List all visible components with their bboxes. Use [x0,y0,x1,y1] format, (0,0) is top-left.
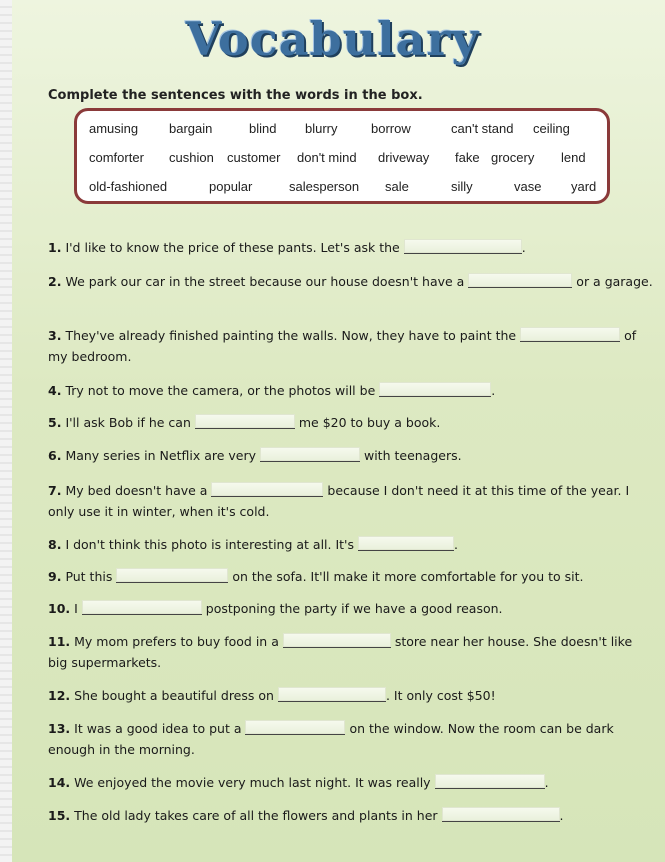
question-text-end: . [521,240,526,255]
question-text-end: . It only cost $50! [385,688,496,703]
question-text: I'll ask Bob if he can [65,415,191,430]
question-number: 3. [48,328,62,343]
question-text-end: on the sofa. It'll make it more comfortable for you to sit. [232,569,584,584]
answer-blank-2[interactable] [468,273,572,288]
question-text: Put this [65,569,113,584]
word-box [74,108,610,204]
question-text-end: store near her house. She doesn't like big supermarkets. [48,634,633,670]
word-borrow: borrow [371,121,411,136]
word-sale: sale [385,179,409,194]
question-10 [48,598,653,619]
question-number: 13. [48,721,71,736]
question-number: 6. [48,448,62,463]
question-text-end: postponing the party if we have a good reason. [205,601,503,616]
question-number: 5. [48,415,62,430]
question-1 [48,237,653,258]
word-popular: popular [209,179,253,194]
question-text: It was a good idea to put a [74,721,242,736]
answer-blank-6[interactable] [260,447,360,462]
question-8 [48,534,653,555]
question-text: I'd like to know the price of these pants. Let's ask the [65,240,400,255]
question-6 [48,445,653,466]
word-vase: vase [514,179,542,194]
question-13 [48,718,653,760]
word-lend: lend [561,150,586,165]
question-text: Many series in Netflix are very [65,448,257,463]
question-15 [48,805,653,826]
question-text-end: . [544,775,549,790]
word-grocery: grocery [491,150,535,165]
question-2 [48,271,653,292]
word-blurry: blurry [305,121,338,136]
question-12 [48,685,653,706]
word-bargain: bargain [169,121,213,136]
question-text-end: on the window. Now the room can be dark enough in the morning. [48,721,614,757]
question-number: 9. [48,569,62,584]
question-5 [48,412,653,433]
question-9 [48,566,653,587]
question-number: 15. [48,808,71,823]
question-text-end: with teenagers. [363,448,462,463]
word-cant-stand: can't stand [451,121,514,136]
answer-blank-5[interactable] [195,414,295,429]
answer-blank-12[interactable] [278,687,386,702]
answer-blank-13[interactable] [245,720,345,735]
word-silly: silly [451,179,473,194]
word-ceiling: ceiling [533,121,570,136]
question-text: Try not to move the camera, or the photos will be [65,383,376,398]
answer-blank-4[interactable] [379,382,491,397]
word-blind: blind [249,121,277,136]
word-comforter: comforter [89,150,144,165]
word-amusing: amusing [89,121,139,136]
question-text-end: of my bedroom. [48,328,637,364]
answer-blank-10[interactable] [82,600,202,615]
question-text: She bought a beautiful dress on [74,688,274,703]
question-3 [48,325,653,367]
question-7 [48,480,653,522]
question-text: We park our car in the street because our house doesn't have a [65,274,465,289]
word-yard: yard [571,179,597,194]
question-number: 8. [48,537,62,552]
question-text: The old lady takes care of all the flowers and plants in her [74,808,438,823]
question-number: 10. [48,601,71,616]
question-text: They've already finished painting the walls. Now, they have to paint the [65,328,517,343]
worksheet-title: Vocabulary [185,12,480,66]
answer-blank-9[interactable] [116,568,228,583]
question-number: 14. [48,775,71,790]
answer-blank-15[interactable] [442,807,560,822]
question-text-end: or a garage. [576,274,653,289]
instructions: Complete the sentences with the words in the box. [48,88,423,103]
question-number: 4. [48,383,62,398]
question-text: My mom prefers to buy food in a [74,634,279,649]
answer-blank-7[interactable] [211,482,323,497]
answer-blank-1[interactable] [404,239,522,254]
question-text: I [74,601,78,616]
answer-blank-11[interactable] [283,633,391,648]
question-14 [48,772,653,793]
question-text: My bed doesn't have a [65,483,208,498]
word-fake: fake [455,150,480,165]
question-4 [48,380,653,401]
page-edge [0,0,12,862]
question-number: 11. [48,634,71,649]
question-text-end: . [559,808,564,823]
word-customer: customer [227,150,281,165]
question-number: 2. [48,274,62,289]
word-dont-mind: don't mind [297,150,357,165]
word-salesperson: salesperson [289,179,360,194]
question-text-end: me $20 to buy a book. [298,415,441,430]
word-old-fashioned: old-fashioned [89,179,168,194]
word-cushion: cushion [169,150,214,165]
answer-blank-14[interactable] [435,774,545,789]
answer-blank-8[interactable] [358,536,454,551]
word-driveway: driveway [378,150,430,165]
question-text: We enjoyed the movie very much last night. It was really [74,775,431,790]
question-text-end: . [491,383,496,398]
question-number: 7. [48,483,62,498]
answer-blank-3[interactable] [520,327,620,342]
question-number: 12. [48,688,71,703]
question-number: 1. [48,240,62,255]
question-text: I don't think this photo is interesting at all. It's [65,537,354,552]
question-11 [48,631,653,673]
question-text-end: . [453,537,458,552]
question-text-end: because I don't need it at this time of the year. I only use it in winter, when it's cold. [48,483,630,519]
